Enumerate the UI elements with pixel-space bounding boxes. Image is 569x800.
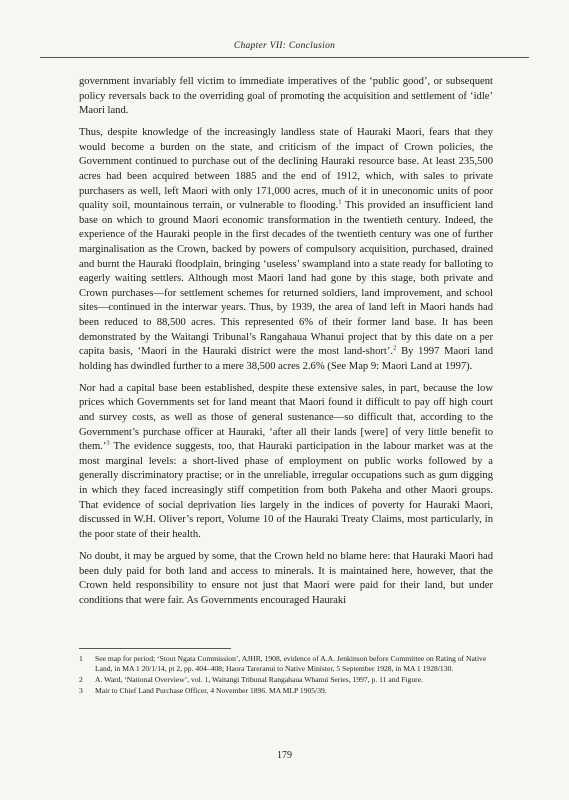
footnote-ref: 1 — [338, 198, 342, 206]
text-run: Thus, despite knowledge of the increasingly landless state of Hauraki Maori, fears that they would become a burden on the state, and criticism of the impact of Crown policies, the Government continued to purchase out of the declining Hauraki resource base. At least 235,500 acres had been acquired between 1885 and the end of 1912, which, with sales to private purchasers as well, left Maori with only 171,000 acres, much of it in uneconomic units of poor quality soil, mountainous terrain, or vulnerable to flooding. — [79, 127, 493, 212]
text-run: No doubt, it may be argued by some, that the Crown held no blame here: that Hauraki Maori had been duly paid for both land and access to minerals. It is maintained here, however, that the Crown held responsibility to ensure not just that Maori were paid for their land, but under conditions that were fair. As Governments encouraged Hauraki — [79, 550, 493, 606]
text-run: By 1997 Maori land holding has dwindled further to a mere 38,500 acres 2.6% (See Map 9: Maori Land at 1997). — [79, 346, 494, 372]
text-run: Nor had a capital base been established, despite these extensive sales, in part, because the low prices which Governments set for land meant that Maori found it difficult to pay off high court and survey costs, as well as those of general sustenance—so difficult that, according to the Government’s purchase officer at Hauraki, ‘after all their lands [were] of very little benefit to them.’ — [79, 382, 493, 453]
running-header: Chapter VII: Conclusion — [233, 41, 336, 51]
footnote-rule — [79, 648, 231, 649]
footnote-number: 2 — [79, 675, 83, 684]
paragraph — [79, 126, 493, 374]
footnote-ref: 3 — [106, 439, 110, 447]
paragraph — [79, 550, 493, 608]
footnote — [79, 654, 493, 674]
header-rule — [40, 57, 529, 58]
footnote-ref: 2 — [393, 344, 397, 352]
paragraph — [79, 75, 493, 119]
text-run: This provided an insufficient land base on which to ground Maori economic transformation in the twentieth century. Indeed, the experience of the Hauraki people in the first decades of the twentieth century was one of further marginalisation as the Crown, backed by powers of compulsory acquisition, purchased, drained and burnt the Hauraki floodplain, bringing ‘useless’ swampland into a state ready for balloting to eagerly waiting settlers. Although most Maori land had gone by this stage, both private and Crown purchases—for settlement schemes for returned soldiers, land improvement, and school sites—continued in the interwar years. Thus, by 1939, the area of land left in Maori hands had been reduced to 88,500 acres. This represented 6% of their former land base. It has been demonstrated by the Waitangi Tribunal’s Rangahaua Whanui project that by this date on a per capita basis, ‘Maori in the Hauraki district were the most land-short’. — [79, 200, 493, 358]
paragraph — [79, 382, 493, 543]
footnote-number: 1 — [79, 654, 83, 663]
text-run: government invariably fell victim to immediate imperatives of the ‘public good’, or subsequent policy reversals back to the overriding goal of promoting the acquisition and settlement of ‘idle’ Maori land. — [79, 76, 493, 117]
footnote-text: A. Ward, ‘National Overview’, vol. 1, Waitangi Tribunal Rangahaua Whanui Series, 1997, p. 11 and Figure. — [95, 675, 423, 684]
text-run: The evidence suggests, too, that Hauraki participation in the labour market was at the most marginal levels: a short-lived phase of employment on public works followed by a generally discriminatory practise; or in the unreliable, irregular occupations such as gum digging in which they faced increasingly stiff competition from both Pakeha and other Maori groups. That evidence of social deprivation lies largely in the indices of poverty for Hauraki Maori, discussed in W.H. Oliver’s report, Volume 10 of the Hauraki Treaty Claims, most particularly, in the poor state of their health. — [79, 441, 493, 540]
page-number: 179 — [277, 750, 292, 761]
footnote-text: Mair to Chief Land Purchase Officer, 4 November 1896. MA MLP 1905/39. — [95, 686, 327, 695]
footnote — [79, 675, 493, 685]
footnote — [79, 686, 493, 696]
footnote-number: 3 — [79, 686, 83, 695]
footnote-text: See map for period; ‘Stout Ngata Commission’, AJHR, 1908, evidence of A.A. Jenkinson before Committee on Rating of Native Land, in MA 1 20/1/14, pt 2, pp. 404–408; Haora Tareranui to Native Minister, 5 September 1928, in MA 1 1928/130. — [95, 654, 487, 673]
body-text — [79, 75, 493, 616]
footnotes — [79, 654, 493, 697]
